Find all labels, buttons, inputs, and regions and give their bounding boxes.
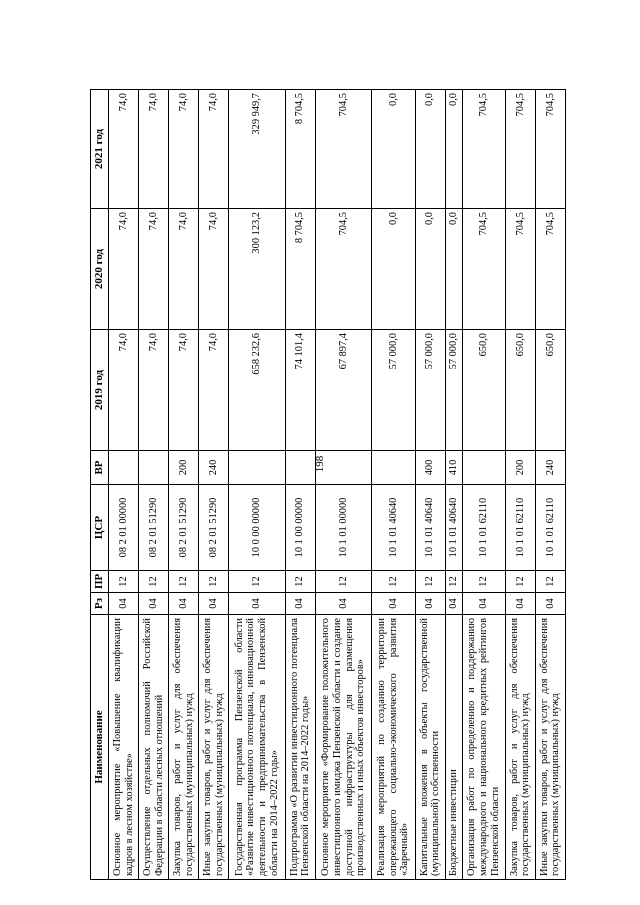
row-2021: 8 704,5: [285, 90, 315, 209]
table-row: [199, 90, 229, 880]
row-rz: 04: [285, 593, 315, 615]
row-2019: 650,0: [535, 330, 565, 451]
row-2020: 300 123,2: [229, 209, 286, 330]
column-header: Наименование: [91, 615, 109, 880]
row-2020: 74,0: [109, 209, 139, 330]
row-2019: 74,0: [169, 330, 199, 451]
row-2020: 0,0: [372, 209, 415, 330]
row-2019: 57 000,0: [415, 330, 445, 451]
row-name: Государственная программа Пензенской области «Развитие инвестиционного потенциала, инновационной деятельности и предпринимательства в Пензенской области на 2014–2022 годы»: [229, 615, 286, 880]
row-pr: 12: [505, 571, 535, 593]
row-2021: 74,0: [169, 90, 199, 209]
row-2019: 67 897,4: [315, 330, 372, 451]
row-2021: 704,5: [535, 90, 565, 209]
row-name: Бюджетные инвестиции: [445, 615, 462, 880]
row-rz: 04: [109, 593, 139, 615]
row-2019: 74 101,4: [285, 330, 315, 451]
row-rz: 04: [505, 593, 535, 615]
row-2019: 74,0: [109, 330, 139, 451]
row-csr: 10 1 00 00000: [285, 485, 315, 571]
row-2019: 57 000,0: [445, 330, 462, 451]
row-pr: 12: [199, 571, 229, 593]
row-vr: 240: [199, 451, 229, 485]
row-2021: 74,0: [109, 90, 139, 209]
row-csr: 08 2 01 51290: [199, 485, 229, 571]
column-header: 2021 год: [91, 90, 109, 209]
row-rz: 04: [199, 593, 229, 615]
budget-table: [90, 89, 566, 880]
column-header: ВР: [91, 451, 109, 485]
row-rz: 04: [372, 593, 415, 615]
row-vr: 240: [535, 451, 565, 485]
row-vr: [139, 451, 169, 485]
row-2020: 704,5: [505, 209, 535, 330]
row-pr: 12: [372, 571, 415, 593]
row-rz: 04: [445, 593, 462, 615]
row-name: Закупка товаров, работ и услуг для обеспечения государственных (муниципальных) нужд: [169, 615, 199, 880]
row-pr: 12: [415, 571, 445, 593]
row-2021: 0,0: [445, 90, 462, 209]
row-2019: 650,0: [462, 330, 505, 451]
row-rz: 04: [535, 593, 565, 615]
row-rz: 04: [139, 593, 169, 615]
table-row: [535, 90, 565, 880]
table-row: [315, 90, 372, 880]
row-2020: 704,5: [315, 209, 372, 330]
table-row: [505, 90, 535, 880]
row-2020: 74,0: [169, 209, 199, 330]
table-row: [109, 90, 139, 880]
row-csr: 08 2 01 51290: [169, 485, 199, 571]
table-row: [169, 90, 199, 880]
row-2021: 704,5: [315, 90, 372, 209]
row-2019: 74,0: [199, 330, 229, 451]
table-header-row: [91, 90, 109, 880]
row-csr: 10 1 01 62110: [462, 485, 505, 571]
row-2021: 0,0: [372, 90, 415, 209]
row-vr: [372, 451, 415, 485]
row-csr: 10 1 01 40640: [415, 485, 445, 571]
row-rz: 04: [229, 593, 286, 615]
row-2020: 0,0: [415, 209, 445, 330]
row-vr: [285, 451, 315, 485]
row-2021: 74,0: [199, 90, 229, 209]
row-2021: 704,5: [462, 90, 505, 209]
row-2019: 658 232,6: [229, 330, 286, 451]
row-pr: 12: [535, 571, 565, 593]
row-pr: 12: [109, 571, 139, 593]
row-2020: 0,0: [445, 209, 462, 330]
row-2019: 650,0: [505, 330, 535, 451]
row-vr: [109, 451, 139, 485]
row-name: Капитальные вложения в объекты государственной (муниципальной) собственности: [415, 615, 445, 880]
row-vr: 200: [169, 451, 199, 485]
table-row: [229, 90, 286, 880]
row-vr: 400: [415, 451, 445, 485]
row-2021: 74,0: [139, 90, 169, 209]
row-2019: 57 000,0: [372, 330, 415, 451]
row-rz: 04: [415, 593, 445, 615]
table-row: [139, 90, 169, 880]
row-csr: 10 1 01 00000: [315, 485, 372, 571]
table-row: [445, 90, 462, 880]
row-2021: 704,5: [505, 90, 535, 209]
row-pr: 12: [285, 571, 315, 593]
row-csr: 10 1 01 62110: [505, 485, 535, 571]
row-csr: 08 2 01 00000: [109, 485, 139, 571]
row-name: Иные закупки товаров, работ и услуг для обеспечения государственных (муниципальных) нужд: [535, 615, 565, 880]
row-name: Организация работ по определению и поддержанию международного и национального кредитных рейтингов Пензенской области: [462, 615, 505, 880]
row-csr: 08 2 01 51290: [139, 485, 169, 571]
row-pr: 12: [229, 571, 286, 593]
row-2021: 0,0: [415, 90, 445, 209]
row-pr: 12: [462, 571, 505, 593]
row-vr: [315, 451, 372, 485]
row-csr: 10 1 01 40640: [445, 485, 462, 571]
row-pr: 12: [169, 571, 199, 593]
row-vr: [462, 451, 505, 485]
row-2020: 74,0: [139, 209, 169, 330]
row-name: Осуществление отдельных полномочий Российской Федерации в области лесных отношений: [139, 615, 169, 880]
row-2021: 329 949,7: [229, 90, 286, 209]
page-number: 198: [314, 455, 326, 473]
row-2019: 74,0: [139, 330, 169, 451]
row-pr: 12: [139, 571, 169, 593]
row-pr: 12: [315, 571, 372, 593]
table-row: [285, 90, 315, 880]
column-header: 2019 год: [91, 330, 109, 451]
row-2020: 8 704,5: [285, 209, 315, 330]
column-header: Рз: [91, 593, 109, 615]
row-csr: 10 0 00 00000: [229, 485, 286, 571]
row-rz: 04: [462, 593, 505, 615]
row-name: Закупка товаров, работ и услуг для обеспечения государственных (муниципальных) нужд: [505, 615, 535, 880]
row-name: Основное мероприятие «Повышение квалификации кадров в лесном хозяйстве»: [109, 615, 139, 880]
column-header: ЦСР: [91, 485, 109, 571]
row-name: Реализация мероприятий по созданию территории опережающего социально-экономического развития «Заречный»: [372, 615, 415, 880]
column-header: ПР: [91, 571, 109, 593]
row-name: Подпрограмма «О развитии инвестиционного потенциала Пензенской области на 2014–2022 годы»: [285, 615, 315, 880]
row-vr: 200: [505, 451, 535, 485]
row-rz: 04: [315, 593, 372, 615]
row-name: Иные закупки товаров, работ и услуг для обеспечения государственных (муниципальных) нужд: [199, 615, 229, 880]
row-name: Основное мероприятие «Формирование положительного инвестиционного имиджа Пензенской области и создание доступной инфраструктуры для размещения производственных и иных объектов инвесторов»: [315, 615, 372, 880]
row-csr: 10 1 01 62110: [535, 485, 565, 571]
column-header: 2020 год: [91, 209, 109, 330]
row-pr: 12: [445, 571, 462, 593]
row-csr: 10 1 01 40640: [372, 485, 415, 571]
table-row: [372, 90, 415, 880]
table-row: [462, 90, 505, 880]
row-vr: 410: [445, 451, 462, 485]
table-row: [415, 90, 445, 880]
row-rz: 04: [169, 593, 199, 615]
row-2020: 74,0: [199, 209, 229, 330]
rotated-table-container: [90, 90, 566, 880]
row-vr: [229, 451, 286, 485]
row-2020: 704,5: [462, 209, 505, 330]
row-2020: 704,5: [535, 209, 565, 330]
